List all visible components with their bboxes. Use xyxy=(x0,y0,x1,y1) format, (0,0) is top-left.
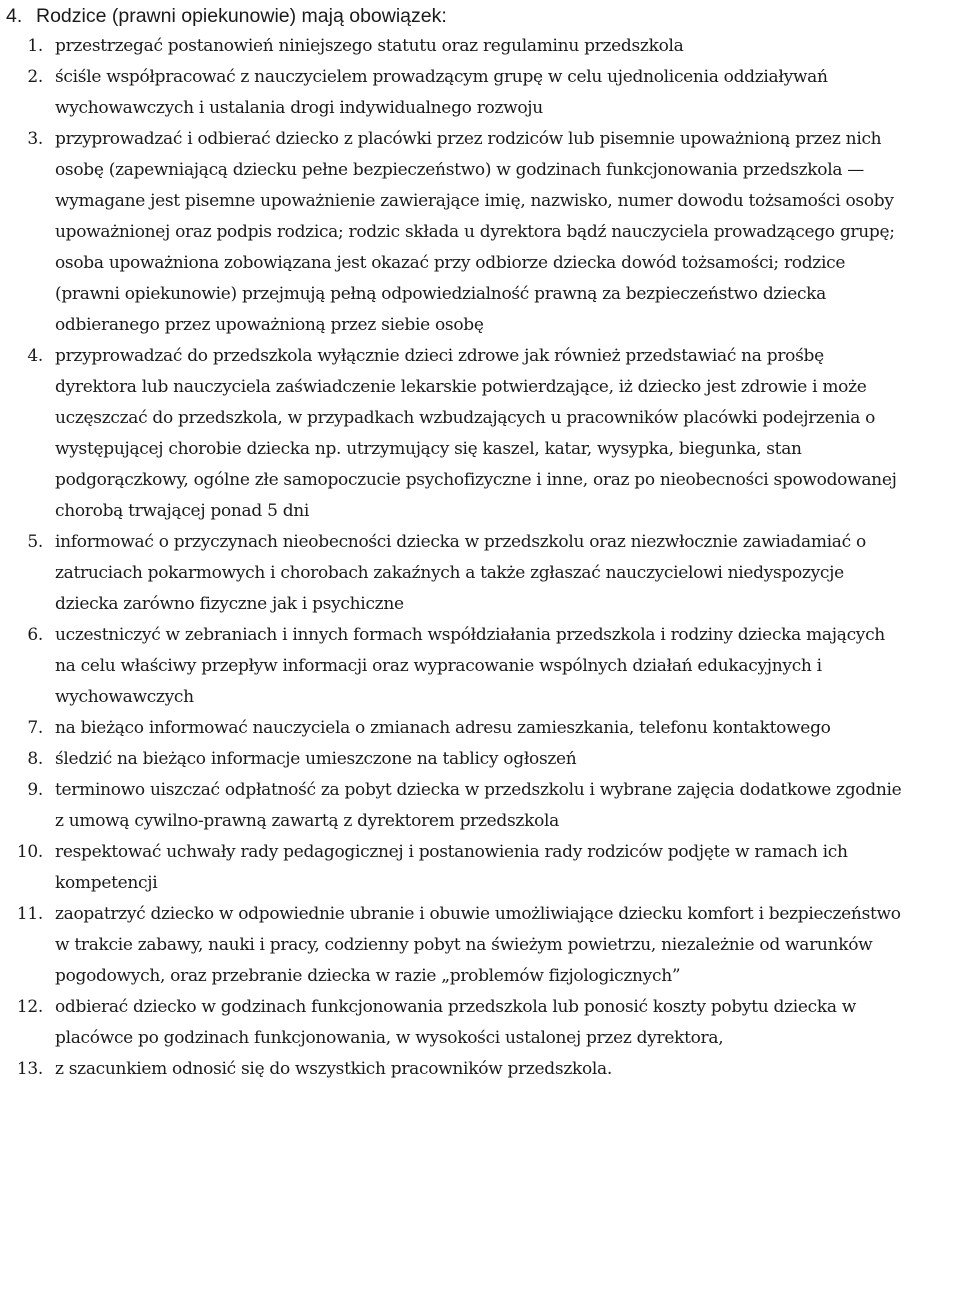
list-item xyxy=(6,713,954,744)
list-item-number: 1. xyxy=(27,36,43,56)
list-item-text: odbierać dziecko w godzinach funkcjonowania przedszkola lub ponosić koszty pobytu dziecka w placówce po godzinach funkcjonowania, w wysokości ustalonej przez dyrektora, xyxy=(55,997,857,1048)
list-item xyxy=(6,744,954,775)
list-item-text: przyprowadzać do przedszkola wyłącznie dzieci zdrowe jak również przedstawiać na prośbę dyrektora lub nauczyciela zaświadczenie lekarskie potwierdzające, iż dziecko jest zdrowie i może uczęszczać do przedszkola, w przypadkach wzbudzających u pracowników placówki podejrzenia o występującej chorobie dziecka np. utrzymujący się kaszel, katar, wysypka, biegunka, stan podgorączkowy, ogólne złe samopoczucie psychofizyczne i inne, oraz po nieobecności spowodowanej chorobą trwającej ponad 5 dni xyxy=(55,346,897,521)
list-item-text: na bieżąco informować nauczyciela o zmianach adresu zamieszkania, telefonu kontaktowego xyxy=(55,718,831,738)
list-item-number: 12. xyxy=(16,997,43,1017)
section-heading xyxy=(6,2,954,31)
list-item-number: 4. xyxy=(27,346,43,366)
list-item xyxy=(6,620,954,713)
list-item-number: 9. xyxy=(27,780,43,800)
list-item-text: śledzić na bieżąco informacje umieszczone na tablicy ogłoszeń xyxy=(55,749,577,769)
list-item xyxy=(6,124,954,341)
list-item xyxy=(6,1054,954,1085)
list-item xyxy=(6,62,954,124)
list-item-text: zaopatrzyć dziecko w odpowiednie ubranie i obuwie umożliwiające dziecku komfort i bezpieczeństwo w trakcie zabawy, nauki i pracy, codzienny pobyt na świeżym powietrzu, niezależnie od warunków pogodowych, oraz przebranie dziecka w razie „problemów fizjologicznych” xyxy=(55,904,901,986)
list-item-number: 6. xyxy=(27,625,43,645)
section-number: 4. xyxy=(6,5,23,27)
list-item-text: ściśle współpracować z nauczycielem prowadzącym grupę w celu ujednolicenia oddziaływań wychowawczych i ustalania drogi indywidualnego rozwoju xyxy=(55,67,828,118)
list-item-number: 2. xyxy=(27,67,43,87)
list-item xyxy=(6,341,954,527)
list-item-number: 3. xyxy=(27,129,43,149)
section-title: Rodzice (prawni opiekunowie) mają obowiązek: xyxy=(36,5,447,27)
list-item xyxy=(6,837,954,899)
obligations-list xyxy=(6,31,954,1085)
list-item-text: uczestniczyć w zebraniach i innych formach współdziałania przedszkola i rodziny dziecka mających na celu właściwy przepływ informacji oraz wypracowanie wspólnych działań edukacyjnych i wychowawczych xyxy=(55,625,885,707)
list-item-number: 7. xyxy=(27,718,43,738)
list-item-text: przestrzegać postanowień niniejszego statutu oraz regulaminu przedszkola xyxy=(55,36,684,56)
list-item-number: 8. xyxy=(27,749,43,769)
list-item-number: 13. xyxy=(16,1059,43,1079)
list-item-text: respektować uchwały rady pedagogicznej i postanowienia rady rodziców podjęte w ramach ich kompetencji xyxy=(55,842,848,893)
list-item-text: terminowo uiszczać odpłatność za pobyt dziecka w przedszkolu i wybrane zajęcia dodatkowe zgodnie z umową cywilno-prawną zawartą z dyrektorem przedszkola xyxy=(55,780,902,831)
list-item xyxy=(6,775,954,837)
list-item-number: 11. xyxy=(16,904,43,924)
list-item-text: przyprowadzać i odbierać dziecko z placówki przez rodziców lub pisemnie upoważnioną przez nich osobę (zapewniającą dziecku pełne bezpieczeństwo) w godzinach funkcjonowania przedszkola — wymagane jest pisemne upoważnienie zawierające imię, nazwisko, numer dowodu tożsamości osoby upoważnionej oraz podpis rodzica; rodzic składa u dyrektora bądź nauczyciela prowadzącego grupę; osoba upoważniona zobowiązana jest okazać przy odbiorze dziecka dowód tożsamości; rodzice (prawni opiekunowie) przejmują pełną odpowiedzialność prawną za bezpieczeństwo dziecka odbieranego przez upoważnioną przez siebie osobę xyxy=(55,129,895,335)
list-item-text: informować o przyczynach nieobecności dziecka w przedszkolu oraz niezwłocznie zawiadamiać o zatruciach pokarmowych i chorobach zakaźnych a także zgłaszać nauczycielowi niedyspozycje dziecka zarówno fizyczne jak i psychiczne xyxy=(55,532,866,614)
list-item-text: z szacunkiem odnosić się do wszystkich pracowników przedszkola. xyxy=(55,1059,612,1079)
list-item xyxy=(6,992,954,1054)
list-item-number: 10. xyxy=(16,842,43,862)
list-item xyxy=(6,899,954,992)
list-item xyxy=(6,31,954,62)
list-item-number: 5. xyxy=(27,532,43,552)
list-item xyxy=(6,527,954,620)
